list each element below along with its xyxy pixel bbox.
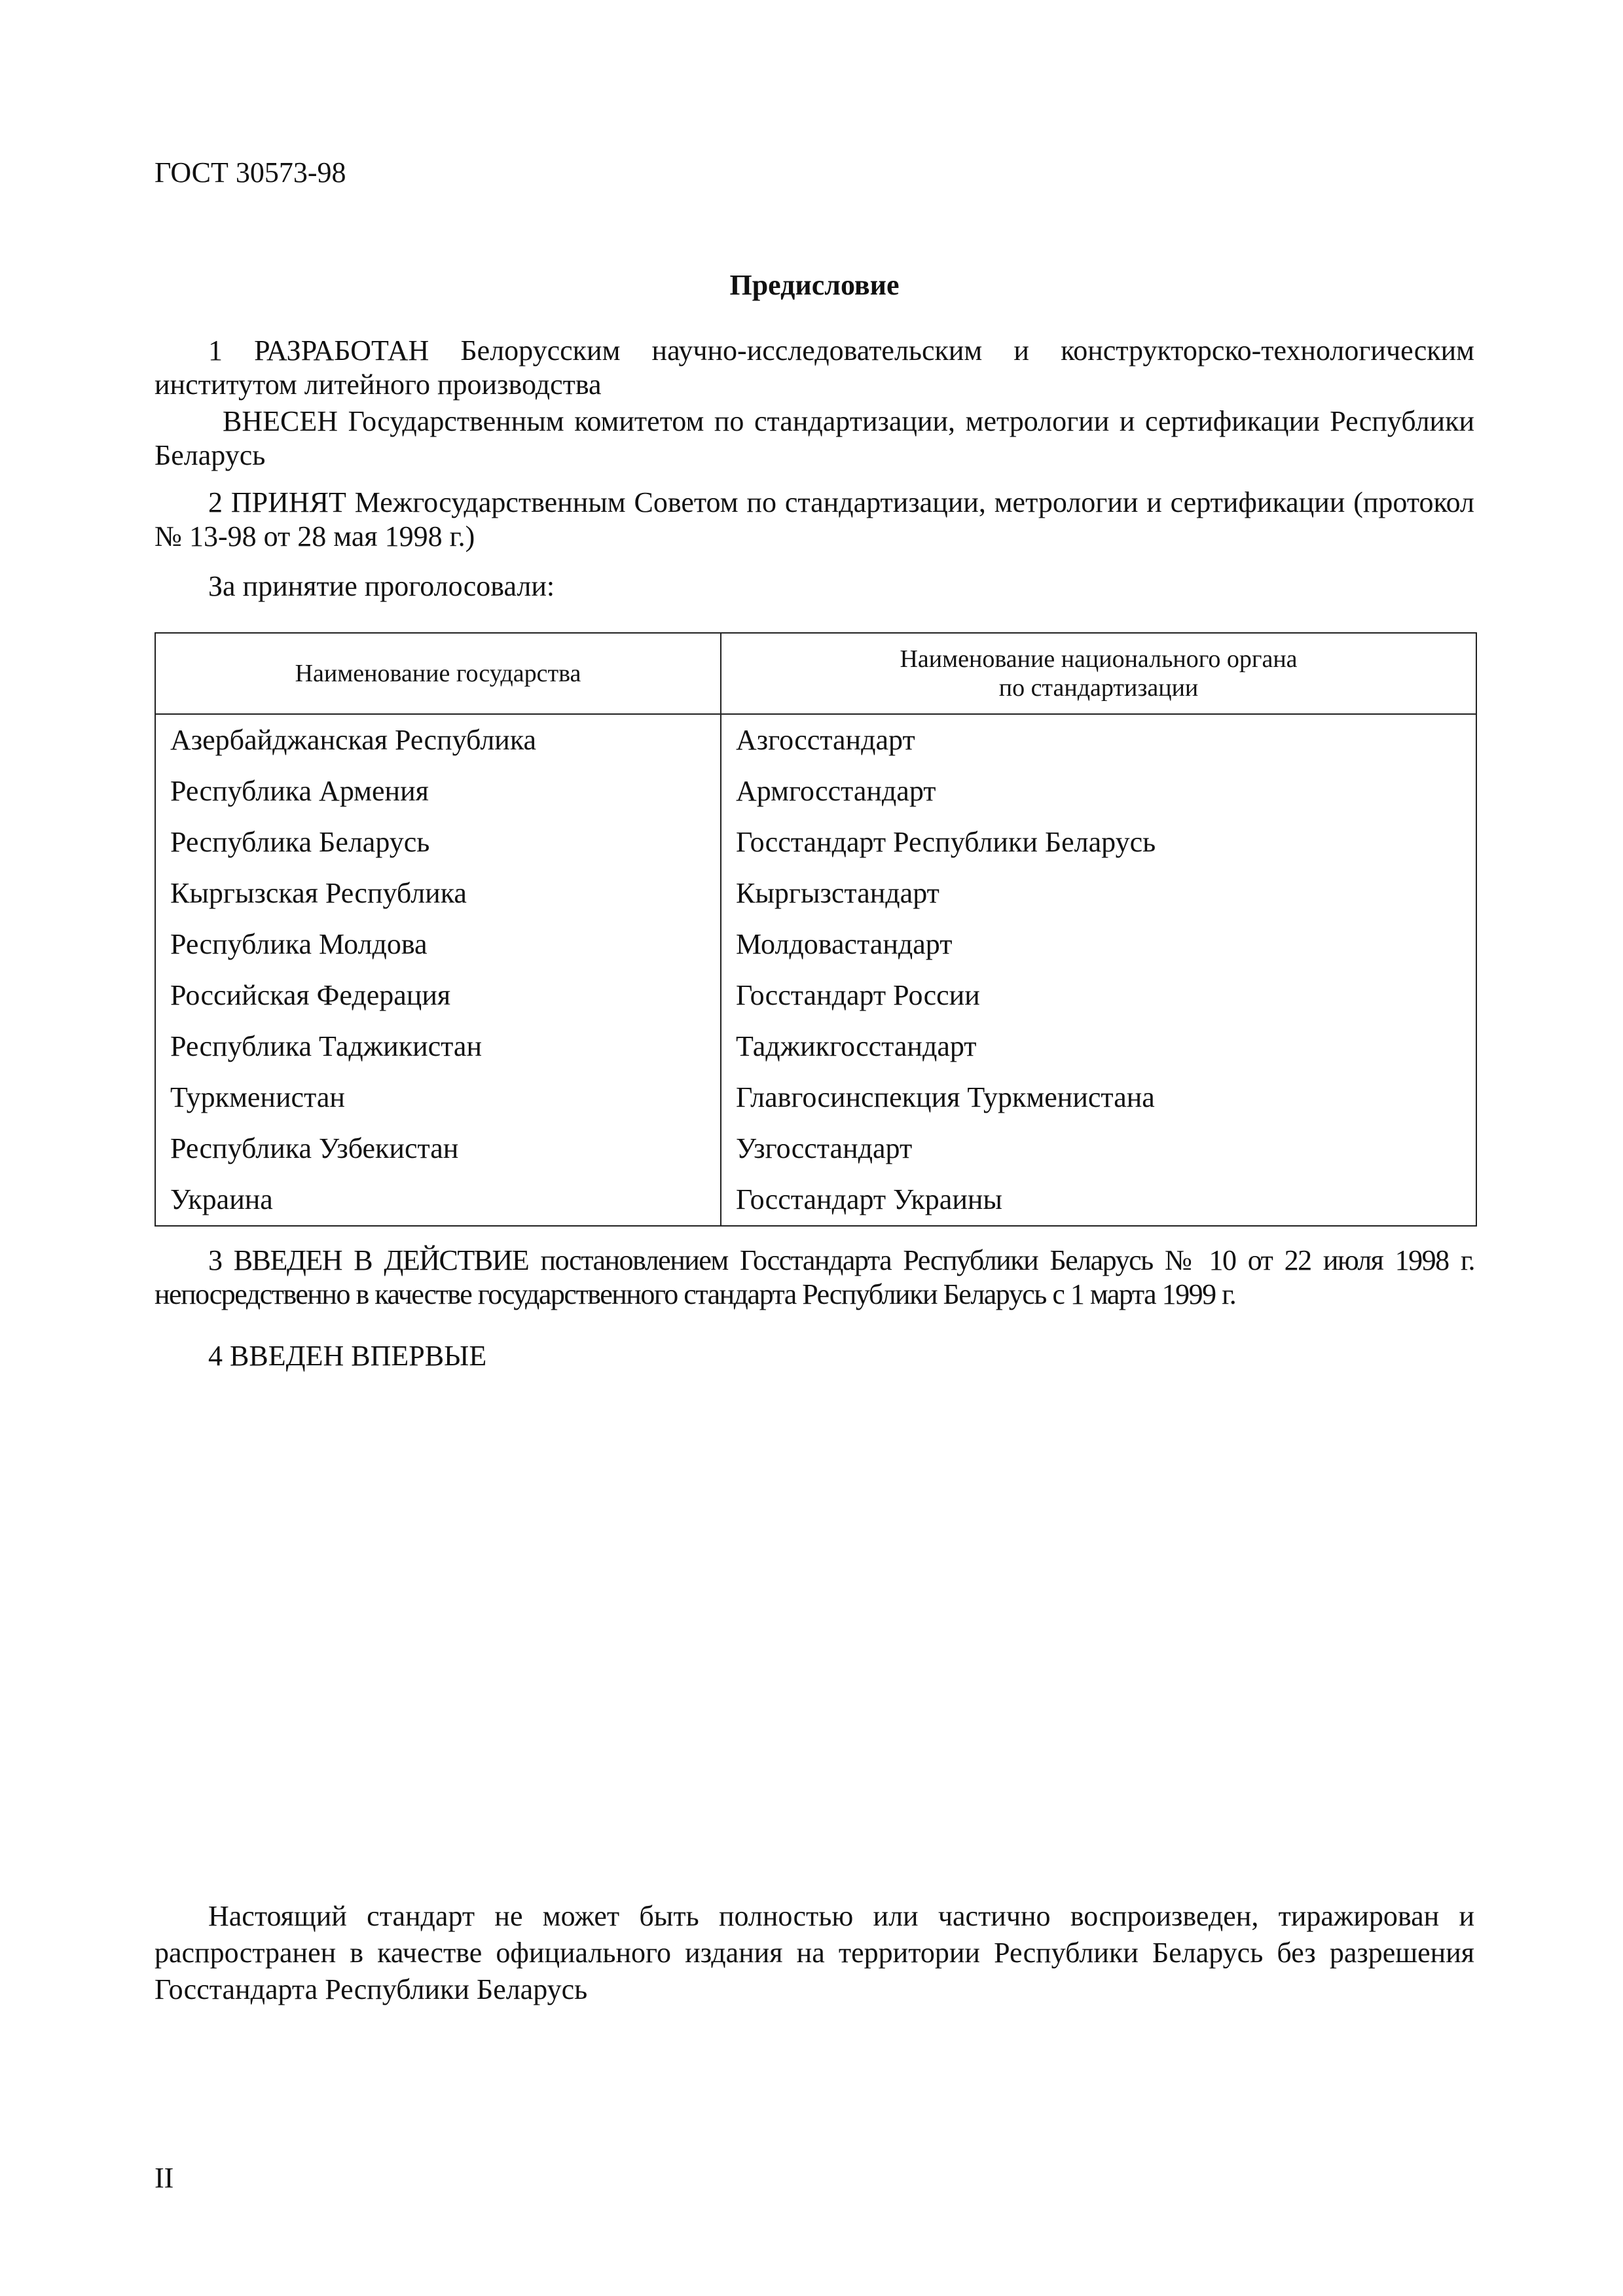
voted-intro-text: За принятие проголосовали: — [208, 570, 555, 602]
body-cell: Главгосинспекция Туркменистана — [721, 1072, 1476, 1123]
body-cell: Кыргызстандарт — [721, 868, 1476, 919]
table-row — [155, 766, 1476, 817]
state-cell: Азербайджанская Республика — [155, 714, 721, 766]
table-header-row — [155, 633, 1476, 714]
adopted-text: 2 ПРИНЯТ Межгосударственным Советом по стандартизации, метрологии и сертификации (протокол № 13-98 от 28 мая 1998 г.) — [155, 486, 1474, 552]
voting-table — [155, 632, 1477, 1227]
put-into-effect-text: 3 ВВЕДЕН В ДЕЙСТВИЕ постановлением Госстандарта Республики Беларусь № 10 от 22 июля 1998 г. непосредственно в качестве государственного стандарта Республики Беларусь с 1 марта 1999 г. — [155, 1244, 1474, 1310]
body-cell: Азгосстандарт — [721, 714, 1476, 766]
page-number: II — [155, 2162, 174, 2194]
voted-intro-paragraph — [155, 569, 1474, 603]
table-row — [155, 970, 1476, 1021]
body-cell: Молдовастандарт — [721, 919, 1476, 970]
body-cell: Госстандарт Украины — [721, 1174, 1476, 1226]
first-introduced-text: 4 ВВЕДЕН ВПЕРВЫЕ — [208, 1340, 487, 1372]
state-cell: Республика Таджикистан — [155, 1021, 721, 1072]
table-row — [155, 868, 1476, 919]
state-cell: Республика Армения — [155, 766, 721, 817]
state-cell: Туркменистан — [155, 1072, 721, 1123]
body-cell: Таджикгосстандарт — [721, 1021, 1476, 1072]
developed-paragraph — [155, 334, 1474, 402]
body-cell: Узгосстандарт — [721, 1123, 1476, 1174]
body-cell: Госстандарт России — [721, 970, 1476, 1021]
adopted-paragraph — [155, 486, 1474, 554]
copyright-notice — [155, 1898, 1474, 2008]
header-body-line1: Наименование национального органа — [900, 645, 1298, 673]
table-row — [155, 714, 1476, 766]
state-cell: Республика Беларусь — [155, 817, 721, 868]
state-cell: Республика Молдова — [155, 919, 721, 970]
table-row — [155, 1072, 1476, 1123]
header-state: Наименование государства — [155, 633, 721, 714]
state-cell: Российская Федерация — [155, 970, 721, 1021]
body-cell: Армгосстандарт — [721, 766, 1476, 817]
introduced-text: ВНЕСЕН Государственным комитетом по стандартизации, метрологии и сертификации Республики Беларусь — [155, 405, 1474, 471]
table-row — [155, 1021, 1476, 1072]
document-code: ГОСТ 30573-98 — [155, 156, 346, 188]
developed-text: 1 РАЗРАБОТАН Белорусским научно-исследовательским и конструкторско-технологическим институтом литейного производства — [155, 334, 1474, 401]
header-body-line2: по стандартизации — [998, 674, 1199, 702]
header-national-body — [721, 633, 1476, 714]
introduced-paragraph — [155, 404, 1474, 473]
table-row — [155, 919, 1476, 970]
put-into-effect-paragraph — [155, 1244, 1474, 1312]
state-cell: Кыргызская Республика — [155, 868, 721, 919]
state-cell: Украина — [155, 1174, 721, 1226]
copyright-notice-text: Настоящий стандарт не может быть полностью или частично воспроизведен, тиражирован и распространен в качестве официального издания на территории Республики Беларусь без разрешения Госстандарта Республики Беларусь — [155, 1900, 1474, 2005]
table-row — [155, 817, 1476, 868]
first-introduced-paragraph — [155, 1339, 1474, 1373]
table-row — [155, 1174, 1476, 1226]
body-cell: Госстандарт Республики Беларусь — [721, 817, 1476, 868]
table-row — [155, 1123, 1476, 1174]
section-title: Предисловие — [729, 269, 900, 301]
state-cell: Республика Узбекистан — [155, 1123, 721, 1174]
